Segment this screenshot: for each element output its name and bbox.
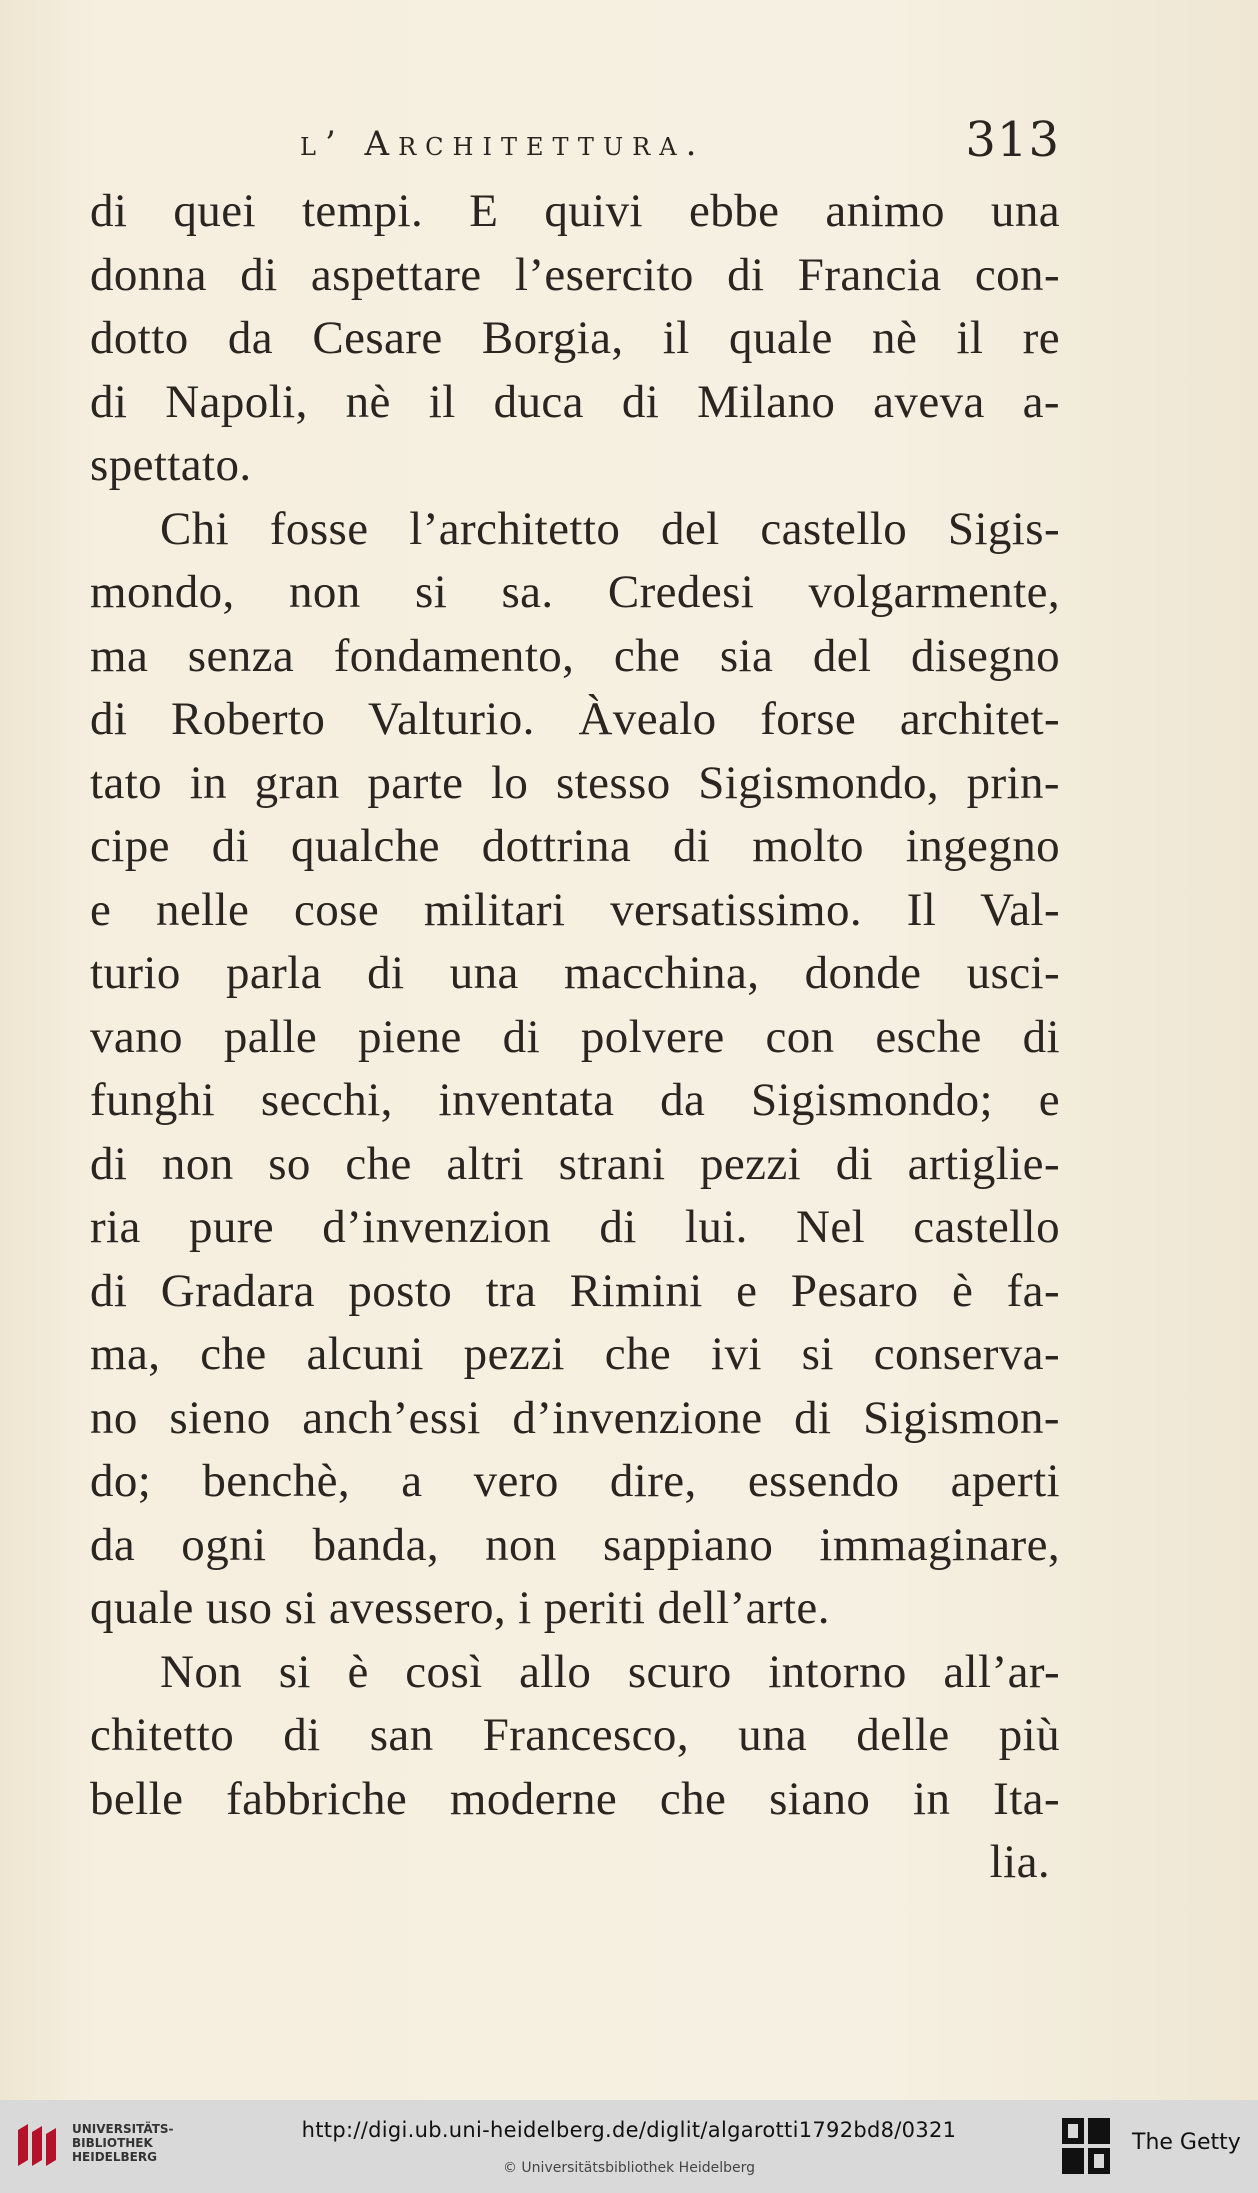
viewer-footer (0, 2100, 1258, 2193)
text-line: funghi secchi, inventata da Sigismondo; e (90, 1074, 1060, 1126)
running-head-title: l’ Architettura. (300, 124, 706, 164)
text-line: e nelle cose militari versatissimo. Il Val- (90, 883, 1060, 936)
text-line: di Gradara posto tra Rimini e Pesaro è fa- (90, 1264, 1060, 1317)
text-line: belle fabbriche moderne che siano in Ita- (90, 1772, 1060, 1825)
text-line: no sieno anch’essi d’invenzione di Sigismon- (90, 1391, 1060, 1444)
page-number: 313 (965, 112, 1060, 168)
library-name-line: HEIDELBERG (72, 2150, 157, 2164)
text-line: tato in gran parte lo stesso Sigismondo, prin- (90, 756, 1060, 809)
text-line: mondo, non si sa. Credesi volgarmente, (90, 566, 1060, 618)
text-line: Non si è così allo scuro intorno all’ar- (160, 1645, 1060, 1698)
permalink[interactable]: http://digi.ub.uni-heidelberg.de/diglit/algarotti1792bd8/0321 (301, 2118, 957, 2142)
text-line: donna di aspettare l’esercito di Francia con- (90, 248, 1060, 301)
getty-logo-icon (1060, 2116, 1112, 2176)
catchword: lia. (989, 1836, 1050, 1888)
text-line: vano palle piene di polvere con esche di (90, 1010, 1060, 1063)
text-line: do; benchè, a vero dire, essendo aperti (90, 1455, 1060, 1507)
text-line: ria pure d’invenzion di lui. Nel castello (90, 1201, 1060, 1253)
library-name-line: UNIVERSITÄTS- (72, 2122, 174, 2136)
copyright-notice: © Universitätsbibliothek Heidelberg (502, 2160, 755, 2176)
text-line: di non so che altri strani pezzi di artiglie- (90, 1137, 1060, 1190)
text-line: da ogni banda, non sappiano immaginare, (90, 1518, 1060, 1571)
text-line: ma senza fondamento, che sia del disegno (90, 629, 1060, 682)
text-line: cipe di qualche dottrina di molto ingegno (90, 820, 1060, 872)
running-head (300, 112, 1060, 172)
text-line: chitetto di san Francesco, una delle più (90, 1709, 1060, 1761)
text-line: dotto da Cesare Borgia, il quale nè il re (90, 312, 1060, 364)
text-line: di Roberto Valturio. Àvealo forse architet- (90, 693, 1060, 745)
text-line: quale uso si avessero, i periti dell’arte. (90, 1582, 830, 1634)
text-line: Chi fosse l’architetto del castello Sigis- (160, 502, 1060, 555)
text-line: di quei tempi. E quivi ebbe animo una (90, 185, 1060, 237)
getty-name: The Getty (1132, 2130, 1241, 2155)
library-name-line: BIBLIOTHEK (72, 2136, 153, 2150)
text-line: turio parla di una macchina, donde usci- (90, 947, 1060, 999)
text-line: spettato. (90, 439, 252, 491)
text-line: ma, che alcuni pezzi che ivi si conserva- (90, 1328, 1060, 1380)
body-text (90, 180, 1060, 1895)
text-line: di Napoli, nè il duca di Milano aveva a- (90, 375, 1060, 428)
